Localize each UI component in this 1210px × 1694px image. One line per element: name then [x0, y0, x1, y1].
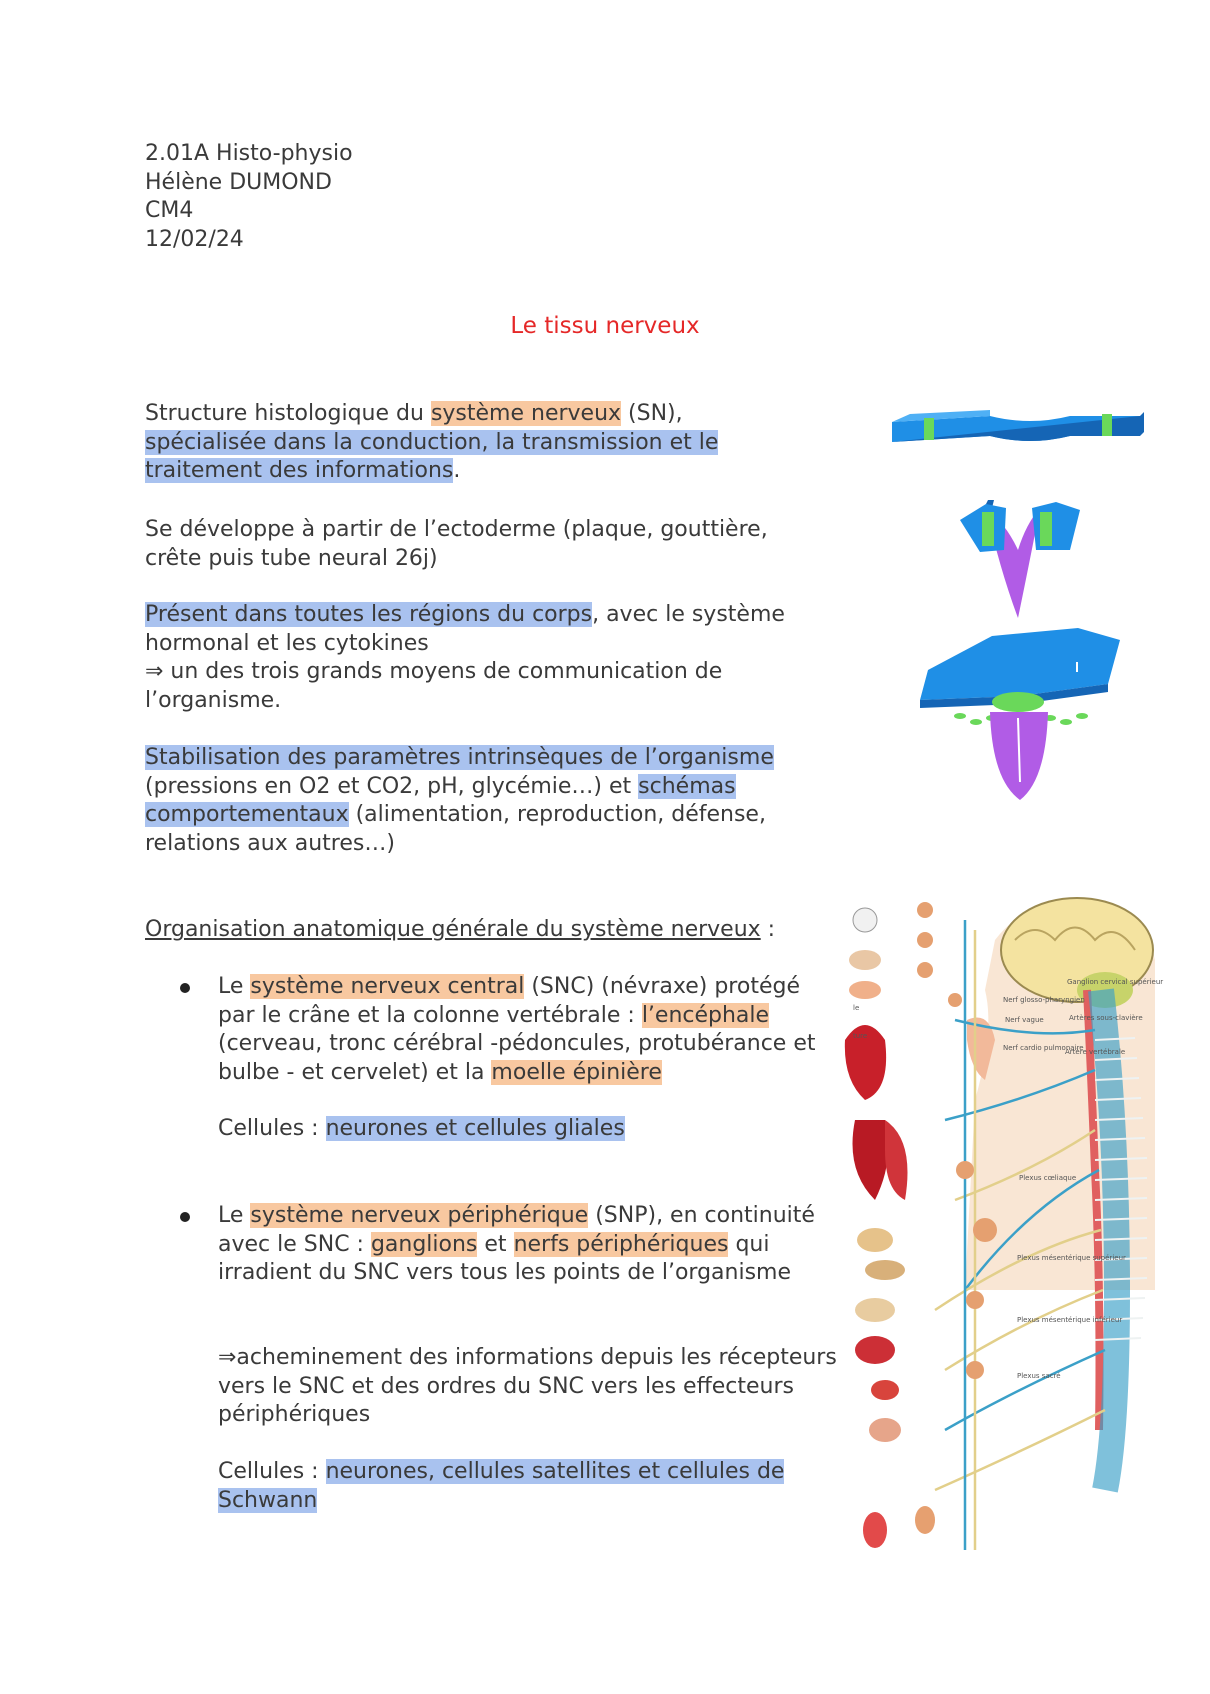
- section-heading: [145, 916, 805, 945]
- neural-groove-illustration: [960, 500, 1080, 618]
- paragraph-development: Se développe à partir de l’ectoderme (plaque, gouttière, crête puis tube neural 26j): [145, 517, 768, 571]
- text-run: Le: [218, 974, 251, 999]
- highlight-schemas: schémas comportementaux: [145, 773, 736, 827]
- highlight-snc: système nerveux central: [250, 974, 525, 999]
- snc-cells: [218, 1115, 838, 1144]
- document-header: [145, 140, 353, 254]
- text-run: qui irradient du SNC vers tous les points de l’organisme: [218, 1231, 791, 1285]
- lecture-date: 12/02/24: [145, 226, 244, 252]
- teacher-name: Hélène DUMOND: [145, 169, 332, 195]
- snp-arrow-text: ⇒acheminement des informations depuis les récepteurs vers le SNC et des ordres du SNC vers les effecteurs périphériques: [218, 1345, 837, 1427]
- label-mes-sup: Plexus mésentérique supérieur: [1017, 1254, 1126, 1262]
- section-heading-text: Organisation anatomique générale du système nerveux: [145, 917, 761, 942]
- bullet-dot: [180, 983, 190, 993]
- neural-plate-illustration: [892, 406, 1144, 442]
- list-item-snp: [218, 1202, 838, 1288]
- paragraph-presence: [145, 601, 785, 715]
- label-vague: Nerf vague: [1005, 1016, 1044, 1024]
- label-mes-inf: Plexus mésentérique inférieur: [1017, 1316, 1123, 1324]
- text-run: ⇒ un des trois grands moyens de communication de l’organisme.: [145, 659, 723, 713]
- highlight-sn: système nerveux: [430, 401, 622, 426]
- highlight-ganglions: ganglions: [370, 1231, 478, 1257]
- text-run: :: [760, 917, 776, 942]
- label-cardio: Nerf cardio pulmonaire: [1003, 1044, 1084, 1052]
- text-run: (SNP), en continuité avec le SNC :: [218, 1203, 815, 1257]
- text-run: Cellules :: [218, 1459, 326, 1484]
- paragraph-stabilisation: [145, 744, 805, 858]
- lecture-id: CM4: [145, 198, 194, 223]
- text-run: Structure histologique du: [145, 401, 431, 426]
- snp-cells: [218, 1458, 838, 1515]
- bullet-dot: [180, 1212, 190, 1222]
- label-ganglion: Ganglion cervical supérieur: [1067, 978, 1164, 986]
- highlight-stabilisation: Stabilisation des paramètres intrinsèques de l’organisme: [145, 745, 774, 770]
- paragraph-structure: [145, 400, 785, 486]
- text-run: (SN),: [621, 401, 683, 426]
- highlight-encephale: l’encéphale: [641, 1002, 770, 1028]
- label-arteres: Artères sous-clavière: [1069, 1014, 1143, 1022]
- text-run: Cellules :: [218, 1116, 326, 1141]
- label-vertebrale: Artère vertébrale: [1065, 1048, 1126, 1056]
- neural-tube-illustration: [920, 628, 1120, 800]
- label-ture: ture: [853, 1032, 868, 1040]
- label-le: le: [853, 1004, 860, 1012]
- page-title: Le tissu nerveux: [510, 313, 700, 339]
- text-run: (pressions en O2 et CO2, pH, glycémie…) et: [145, 773, 639, 799]
- text-run: .: [453, 458, 461, 483]
- text-run: et: [477, 1231, 514, 1257]
- course-code: 2.01A Histo-physio: [145, 141, 353, 166]
- neural-development-figure: [880, 400, 1150, 820]
- text-run: (SNC) (névraxe) protégé par le crâne et la colonne vertébrale :: [218, 974, 800, 1028]
- highlight-snc-cells: neurones et cellules gliales: [325, 1116, 625, 1141]
- label-sacre: Plexus sacré: [1017, 1372, 1061, 1380]
- highlight-snp: système nerveux périphérique: [250, 1203, 589, 1228]
- nervous-system-figure: [855, 870, 1185, 1590]
- label-glosso: Nerf glosso-pharyngien: [1003, 996, 1085, 1004]
- text-run: (alimentation, reproduction, défense, relations aux autres…): [145, 802, 766, 856]
- label-coeliaque: Plexus cœliaque: [1019, 1174, 1077, 1182]
- highlight-speciality: spécialisée dans la conduction, la transmission et le traitement des informations: [145, 429, 719, 483]
- highlight-moelle: moelle épinière: [491, 1059, 662, 1085]
- highlight-snp-cells: neurones, cellules satellites et cellules de Schwann: [218, 1459, 785, 1513]
- list-item-snc: [218, 973, 838, 1087]
- text-run: (cerveau, tronc cérébral -pédoncules, protubérance et bulbe - et cervelet) et la: [218, 1031, 816, 1085]
- highlight-presence: Présent dans toutes les régions du corps: [145, 602, 593, 627]
- text-run: , avec le système hormonal et les cytokines: [145, 602, 785, 656]
- text-run: Le: [218, 1203, 251, 1228]
- highlight-nerfs: nerfs périphériques: [513, 1231, 729, 1257]
